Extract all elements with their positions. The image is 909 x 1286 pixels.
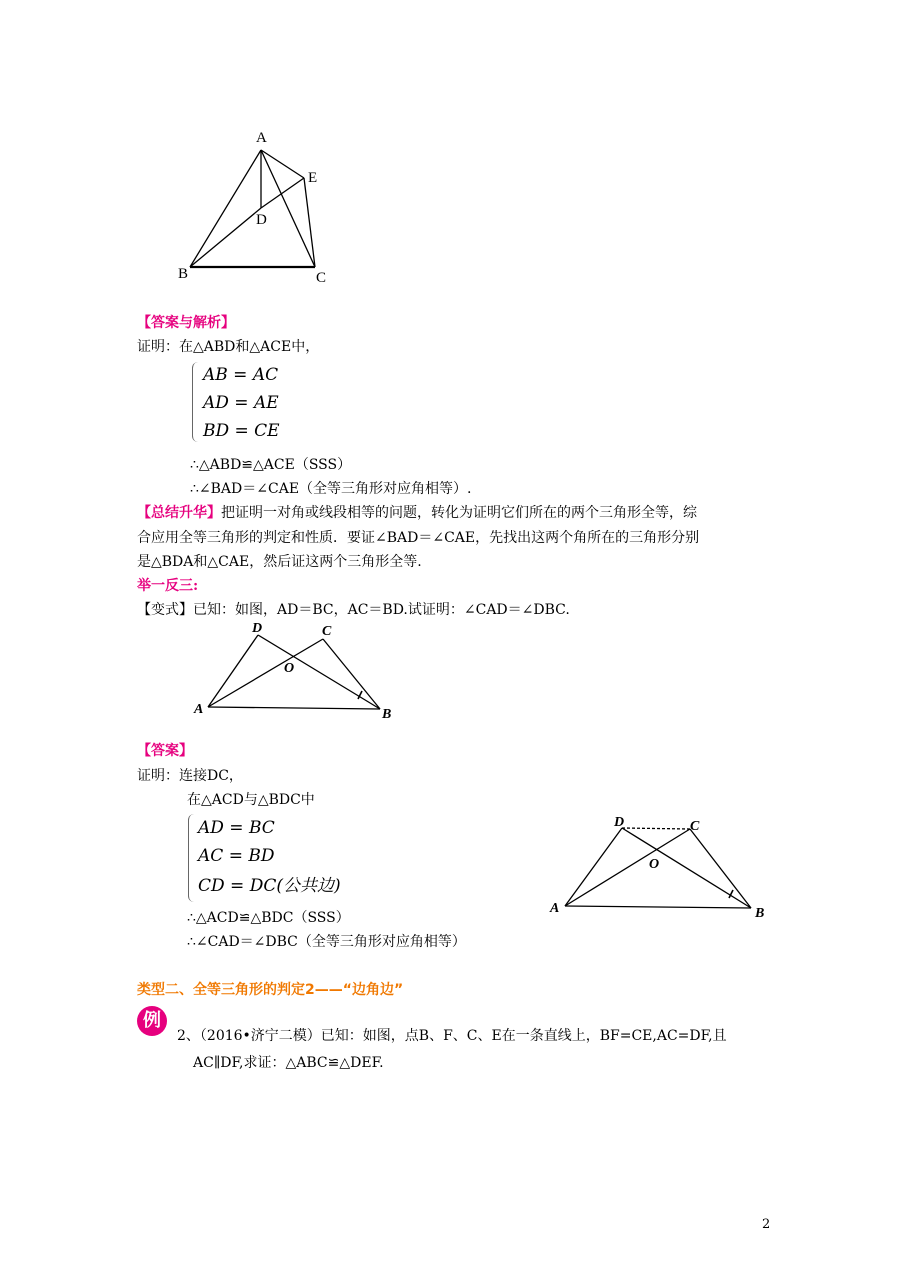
summary-text-line1: 把证明一对角或线段相等的问题，转化为证明它们所在的两个三角形全等，综 <box>221 505 697 521</box>
label-b: B <box>755 906 765 921</box>
proof-triangles: 在△ACD与△BDC中 <box>187 792 315 808</box>
system-brace <box>192 362 199 442</box>
equation-bd-ce: BD = CE <box>203 421 280 441</box>
conclusion-angles-2: ∴∠CAD＝∠DBC（全等三角形对应角相等） <box>187 934 466 950</box>
figure-quadrilateral-abcd <box>190 615 410 725</box>
equation-ad-bc: AD = BC <box>198 818 275 838</box>
label-b: B <box>382 707 392 722</box>
label-c: C <box>316 270 327 286</box>
summary-text-line2: 合应用全等三角形的判定和性质．要证∠BAD＝∠CAE，先找出这两个角所在的三角形分别 <box>137 530 700 546</box>
proof-intro: 证明：在△ABD和△ACE中， <box>137 339 320 355</box>
example-badge: 例 <box>137 1006 167 1036</box>
answer-heading: 【答案与解析】 <box>137 315 235 331</box>
label-o: O <box>284 661 295 676</box>
label-c: C <box>690 819 700 834</box>
label-a: A <box>550 901 560 916</box>
summary-text-line3: 是△BDA和△CAE，然后证这两个三角形全等. <box>137 554 422 570</box>
label-e: E <box>308 170 318 186</box>
figure-quadrilateral-abcd-dashed <box>545 808 775 923</box>
conclusion-congruent-2: ∴△ACD≌△BDC（SSS） <box>187 910 350 926</box>
type-two-heading: 类型二、全等三角形的判定2——“边角边” <box>137 982 404 998</box>
label-d: D <box>614 815 625 830</box>
equation-cd-dc: CD = DC(公共边) <box>198 876 341 896</box>
problem-line1: 2、（2016•济宁二模）已知：如图，点B、F、C、E在一条直线上，BF=CE,AC=DF,且 <box>177 1028 727 1044</box>
label-o: O <box>649 857 660 872</box>
variant-text: 已知：如图，AD＝BC，AC＝BD.试证明：∠CAD＝∠DBC. <box>193 602 570 618</box>
page-number: 2 <box>762 1217 771 1232</box>
practice-heading: 举一反三: <box>137 578 199 594</box>
label-b: B <box>178 266 189 282</box>
equation-ac-bd: AC = BD <box>198 846 275 866</box>
conclusion-angles: ∴∠BAD＝∠CAE（全等三角形对应角相等）. <box>190 481 472 497</box>
label-c: C <box>322 624 332 639</box>
system-brace-2 <box>188 814 195 902</box>
answer-heading-2: 【答案】 <box>137 743 193 759</box>
conclusion-congruent: ∴△ABD≌△ACE（SSS） <box>190 457 352 473</box>
summary-paragraph-line1 <box>137 503 697 523</box>
variant-tag: 【变式】 <box>137 602 193 618</box>
label-d: D <box>252 621 263 636</box>
label-d: D <box>256 212 267 228</box>
equation-ab-ac: AB = AC <box>203 365 279 385</box>
equation-ad-ae: AD = AE <box>203 393 279 413</box>
proof-connect: 证明：连接DC， <box>137 768 243 784</box>
label-a: A <box>256 130 267 146</box>
summary-heading: 【总结升华】 <box>137 505 221 521</box>
problem-line2: AC∥DF,求证：△ABC≌△DEF. <box>193 1055 384 1071</box>
label-a: A <box>194 702 204 717</box>
figure-triangle-abde <box>170 120 340 290</box>
